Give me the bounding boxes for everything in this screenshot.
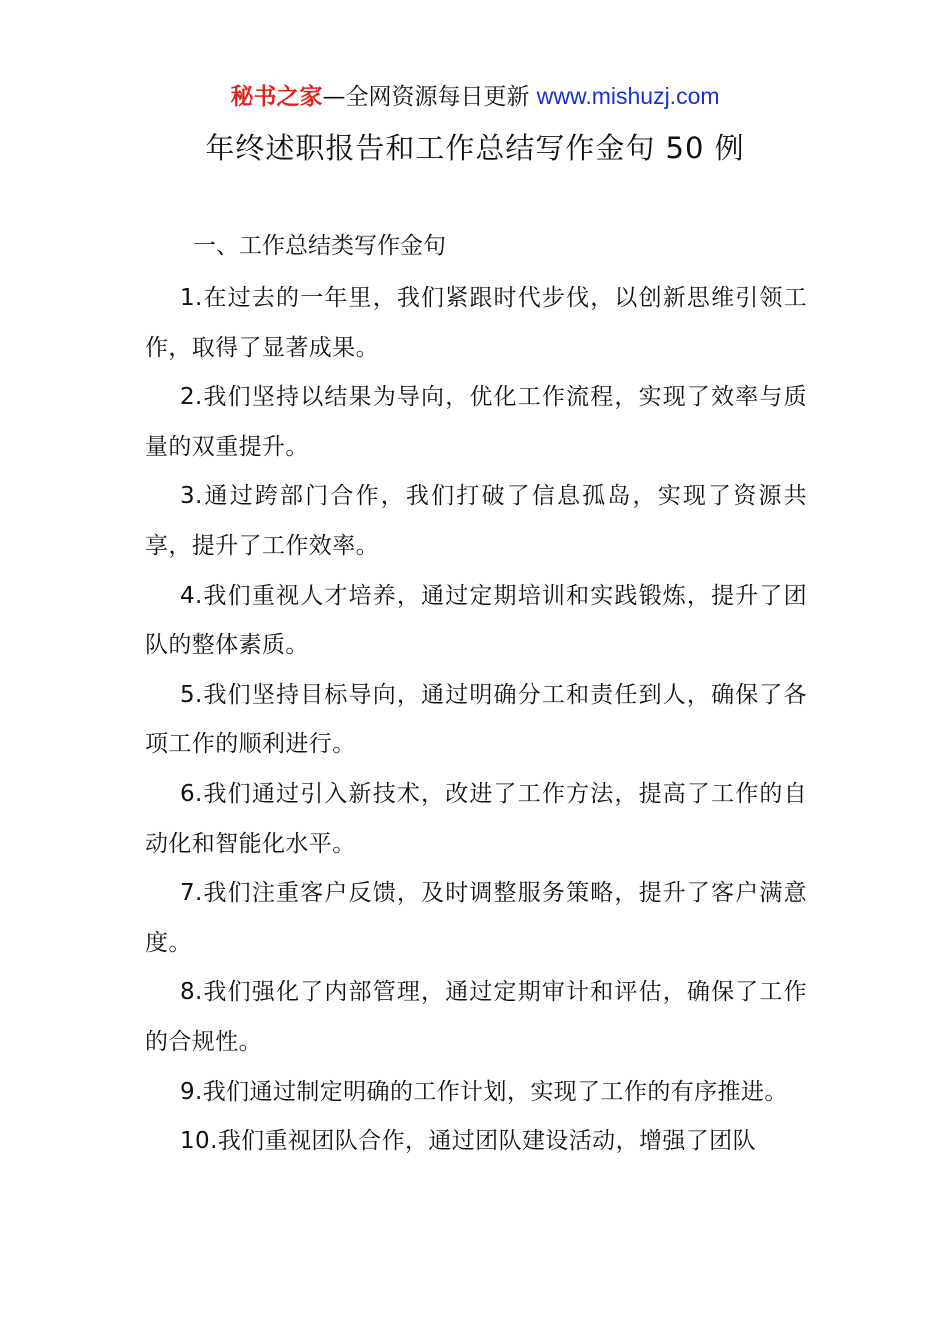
list-item: 5.我们坚持目标导向，通过明确分工和责任到人，确保了各项工作的顺利进行。	[145, 681, 807, 758]
list-item: 6.我们通过引入新技术，改进了工作方法，提高了工作的自动化和智能化水平。	[145, 780, 807, 857]
list-item: 7.我们注重客户反馈，及时调整服务策略，提升了客户满意度。	[145, 880, 807, 956]
list-item: 1.在过去的一年里，我们紧跟时代步伐，以创新思维引领工作，取得了显著成果。	[145, 285, 807, 361]
list-item: 3.通过跨部门合作，我们打破了信息孤岛，实现了资源共享，提升了工作效率。	[145, 483, 807, 559]
document-body	[145, 274, 807, 1167]
document-title: 年终述职报告和工作总结写作金句 50 例	[205, 131, 745, 165]
list-item: 8.我们强化了内部管理，通过定期审计和评估，确保了工作的合规性。	[145, 979, 807, 1055]
list-item: 4.我们重视人才培养，通过定期培训和实践锻炼，提升了团队的整体素质。	[145, 582, 807, 659]
list-item: 10.我们重视团队合作，通过团队建设活动，增强了团队	[180, 1128, 756, 1155]
header-tagline: —全网资源每日更新	[322, 84, 537, 110]
site-url-link[interactable]: www.mishuzj.com	[536, 83, 720, 109]
list-item: 9.我们通过制定明确的工作计划，实现了工作的有序推进。	[180, 1078, 788, 1105]
brand-name: 秘书之家	[230, 84, 323, 110]
section-heading: 一、工作总结类写作金句	[193, 233, 446, 259]
site-header	[0, 78, 950, 115]
list-item: 2.我们坚持以结果为导向，优化工作流程，实现了效率与质量的双重提升。	[145, 384, 807, 460]
